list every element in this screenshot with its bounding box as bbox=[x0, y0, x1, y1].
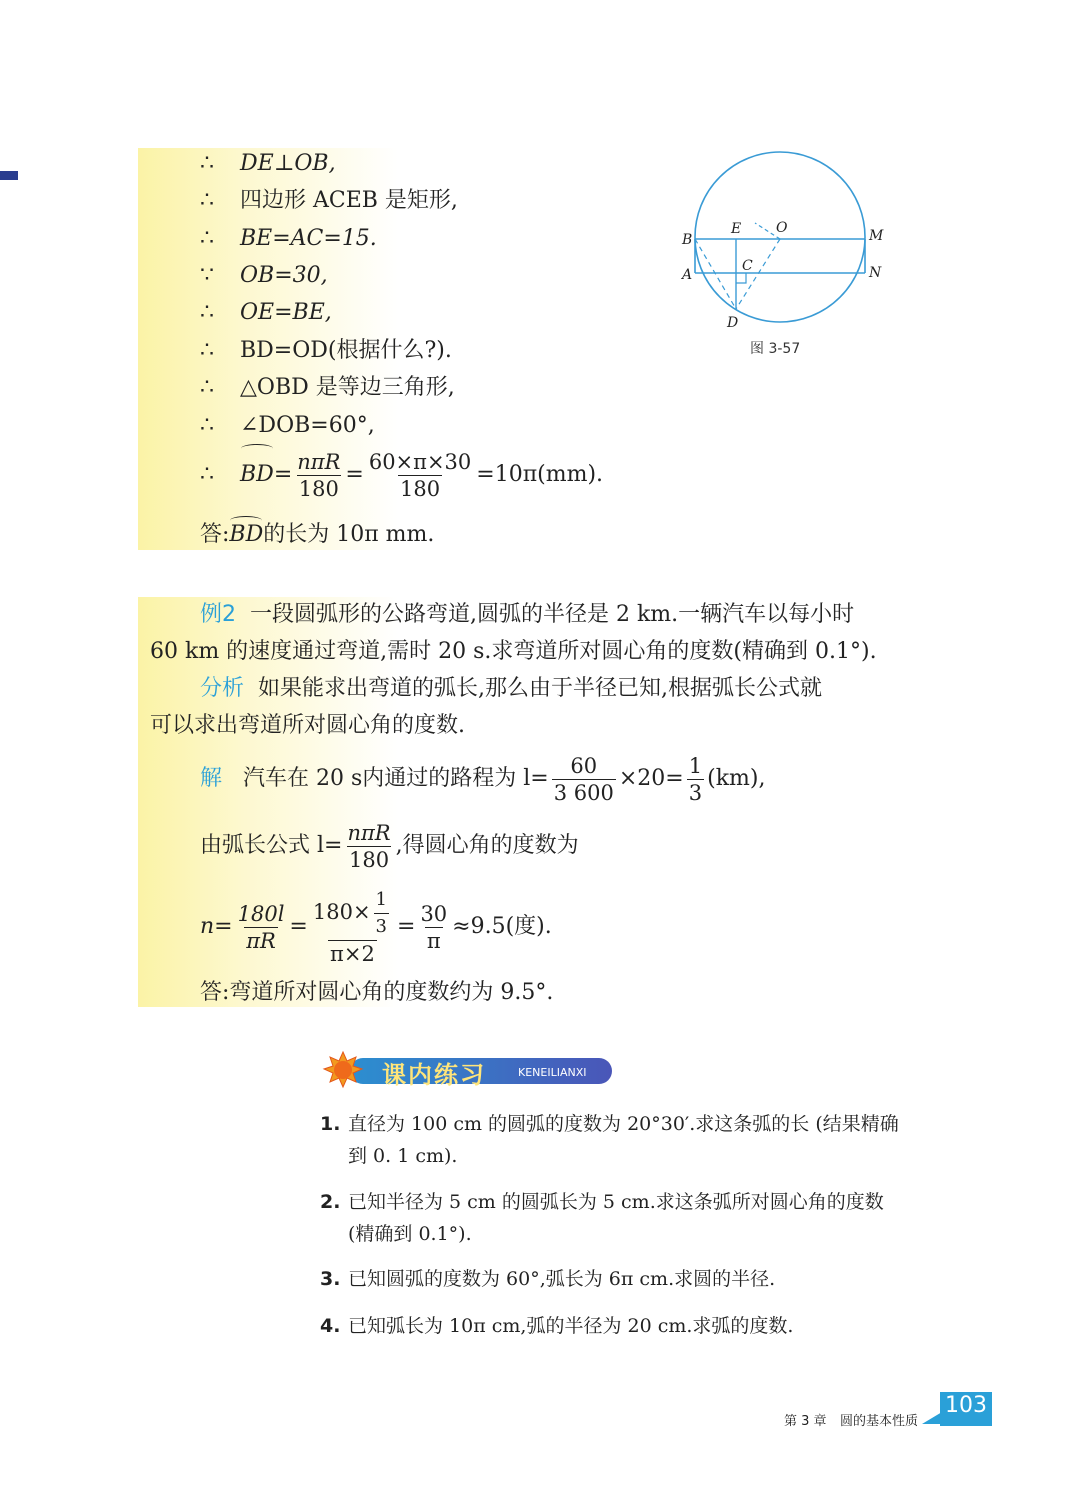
segment-BD bbox=[695, 239, 736, 309]
label-A: A bbox=[682, 267, 693, 283]
proof-line: ∴ △OBD 是等边三角形, bbox=[200, 375, 455, 400]
label-C: C bbox=[742, 258, 753, 274]
exercise-title: 课内练习 bbox=[382, 1061, 486, 1089]
label-D: D bbox=[727, 315, 739, 331]
analysis-line1: 分析 如果能求出弯道的弧长,那么由于半径已知,根据弧长公式就 bbox=[200, 676, 823, 701]
proof-line: ∴ DE⊥OB, bbox=[200, 151, 336, 176]
figure-caption: 图 3-57 bbox=[750, 341, 801, 357]
exercise-item: 3. 已知圆弧的度数为 60°,弧长为 6π cm.求圆的半径. bbox=[320, 1268, 776, 1290]
proof-line: ∴ ∠DOB=60°, bbox=[200, 413, 375, 438]
label-M: M bbox=[869, 228, 884, 244]
example-2-line1: 例2 一段圆弧形的公路弯道,圆弧的半径是 2 km.一辆汽车以每小时 bbox=[200, 602, 855, 627]
analysis-line2: 可以求出弯道所对圆心角的度数. bbox=[150, 713, 465, 738]
proof-line: ∵ OB=30, bbox=[200, 263, 328, 288]
page-number: 103 bbox=[945, 1393, 987, 1418]
example-2-line2: 60 km 的速度通过弯道,需时 20 s.求弯道所对圆心角的度数(精确到 0.1°). bbox=[150, 639, 877, 664]
proof-line: ∴ OE=BE, bbox=[200, 300, 332, 325]
exercise-item: 2. 已知半径为 5 cm 的圆弧长为 5 cm.求这条弧所对圆心角的度数 (精确到 0.1°). bbox=[320, 1191, 884, 1245]
figure-3-57 bbox=[670, 145, 900, 365]
label-N: N bbox=[869, 265, 882, 281]
exercise-subtitle: KENEILIANXI bbox=[518, 1066, 587, 1079]
circle bbox=[695, 152, 865, 322]
exercise-banner bbox=[322, 1050, 614, 1092]
label-O: O bbox=[776, 220, 788, 236]
label-B: B bbox=[682, 232, 693, 248]
solution-line3: n= $\frac{180l}{\pi R}$ = 180× $\frac{1}{3}$ π×2 = $\frac{30}{\pi}$ ≈9.5(度). bbox=[200, 889, 552, 966]
exercise-item: 4. 已知弧长为 10π cm,弧的半径为 20 cm.求弧的度数. bbox=[320, 1315, 794, 1337]
proof-line: ∴ BD=OD(根据什么?). bbox=[200, 338, 452, 363]
side-marker bbox=[0, 171, 18, 180]
example-2-answer: 答:弯道所对圆心角的度数约为 9.5°. bbox=[200, 980, 554, 1005]
arc-length-formula: ∴ BD= $\frac{\text{nπR}}{180}$ = $\frac{60\times\pi\times 30}{180}$ =10π(mm). bbox=[200, 449, 604, 501]
footer-chapter: 第 3 章 bbox=[784, 1414, 827, 1429]
label-E: E bbox=[731, 221, 742, 237]
answer-1: 答:BD的长为 10π mm. bbox=[200, 520, 434, 550]
proof-line: ∴ BE=AC=15. bbox=[200, 226, 377, 251]
segment-OD bbox=[736, 239, 780, 309]
solution-line2: 由弧长公式 l= $\frac{\text{nπR}}{180}$ ,得圆心角的度数为 bbox=[200, 820, 579, 872]
right-angle-mark bbox=[736, 273, 746, 283]
proof-line: ∴ 四边形 ACEB 是矩形, bbox=[200, 188, 458, 213]
exercise-item: 1. 直径为 100 cm 的圆弧的度数为 20°30′.求这条弧的长 (结果精确 到 0. 1 cm). bbox=[320, 1113, 899, 1167]
footer-title: 圆的基本性质 bbox=[840, 1414, 919, 1429]
solution-line1: 解 汽车在 20 s内通过的路程为 l= $\frac{60}{3 600}$ ×20= $\frac{1}{3}$ (km), bbox=[200, 753, 766, 805]
